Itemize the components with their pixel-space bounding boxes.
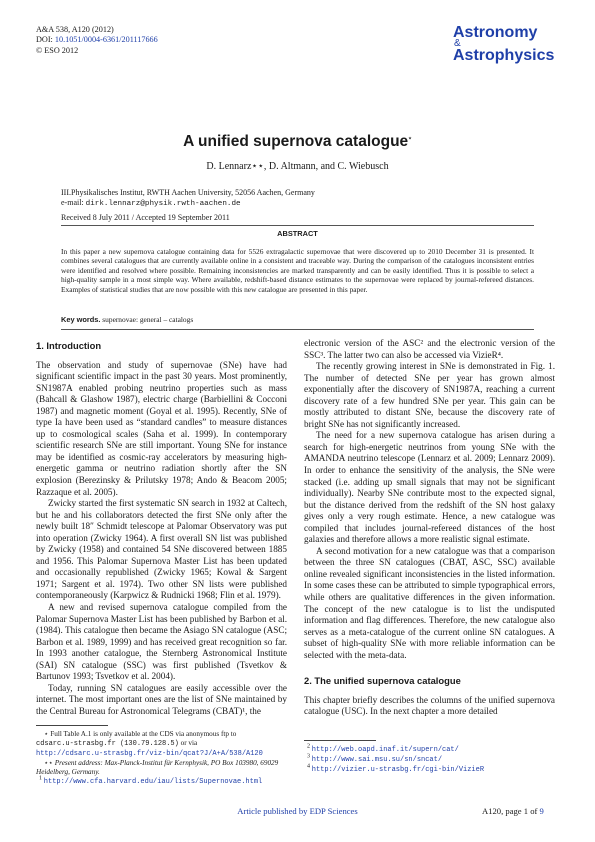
citation: A&A 538, A120 (2012) [36, 25, 114, 34]
logo-astronomy: Astronomy [453, 24, 538, 41]
email-line [61, 198, 315, 209]
title-footnote-mark: ⋆ [408, 135, 412, 142]
vizier-link[interactable]: http://vizier.u-strasbg.fr/cgi-bin/VizieR [311, 766, 485, 774]
footnote-2: $^2$ http://web.oapd.inaf.it/supern/cat/ [307, 743, 459, 754]
intro-paragraph-7: The need for a new supernova catalogue has arisen during a search for high-energetic neutrinos from young SNe with the AMANDA neutrino telescope (Lennarz et al. 2009; Lennarz 2009). In order to enhance the sensitivity of the analysis, the SNe were stacked (i.e. adding up small signals that may not be significant individually). Nearby SNe contribute most to the expected signal, but the distance derived from the redshift of the SN host galaxy gives only a very rough estimate. Hence, a new catalogue was compiled that includes journal-refereed distances of the host galaxies and therefore allows a more realistic signal estimate. [304, 430, 555, 545]
footnote-double-star: ⋆⋆ Present address: Max-Planck-Institut für Kernphysik, PO Box 103980, 69029 Heidelberg, Germany. [36, 759, 279, 776]
intro-paragraph-5: electronic version of the ASC² and the electronic version of the SSC³. The latter two can also be accessed via VizieR⁴. [304, 338, 555, 360]
intro-paragraph-8: A second motivation for a new catalogue was that a comparison between the three SN catalogues (CBAT, ASC, SSC) available online revealed significant inconsistencies in the listed information. In some cases these can be attributed to simple typographical errors, while others are qualitative differences in the given information. The concept of the new catalogue is to list the undisputed information and flag differences. Therefore, the new catalogue also serves as a meta-catalogue of the current online SN catalogues. A subset of high-quality SNe with more reliable information can be selected with the meta-data. [304, 545, 555, 660]
journal-logo [453, 25, 563, 63]
received-dates: Received 8 July 2011 / Accepted 19 September 2011 [61, 213, 230, 222]
footnote-rule-right [304, 740, 376, 741]
right-column [304, 338, 555, 718]
doi-line [36, 35, 158, 45]
footnote-1: $^1$ http://www.cfa.harvard.edu/iau/lists/Supernovae.html [39, 775, 263, 786]
abstract-top-rule [61, 225, 534, 226]
footnote-star-url [36, 749, 291, 759]
intro-paragraph-6: The recently growing interest in SNe is demonstrated in Fig. 1. The number of detected SNe per year has grown almost exponentially after the discovery of SN1987A, reaching a current discovery rate of a few hundred SNe per year. This gain can be mostly attributed to distant SNe, because the discovery rate of bright SNe has not significantly increased. [304, 361, 555, 429]
intro-paragraph-3: A new and revised supernova catalogue compiled from the Palomar Supernova Master List has been published by Barbon et al. (1984). This catalogue then became the Asiago SN catalogue (ASC; Barbon et al. 1989, 1999) and has received great recognition so far. In 1993 another catalogue, the Sternberg Astronomical Institute (SAI) SN catalogue (SSC) was first published (Tsvetkov & Bartunov 1993; Tsvetkov et al. 2004). [36, 602, 287, 682]
footnote-star: ⋆ Full Table A.1 is only available at the CDS via anonymous ftp to [44, 730, 237, 738]
footnote-4: $^4$ http://vizier.u-strasbg.fr/cgi-bin/VizieR [307, 763, 485, 774]
footnote-star-ftp: cdsarc.u-strasbg.fr (130.79.128.5) or via [36, 739, 198, 748]
abstract-heading: ABSTRACT [277, 229, 318, 238]
abstract-bottom-rule [61, 329, 534, 330]
ssc-link[interactable]: http://www.sai.msu.su/sn/sncat/ [311, 756, 443, 764]
doi-link[interactable]: 10.1051/0004-6361/201117666 [54, 35, 158, 45]
email-address[interactable]: dirk.lennarz@physik.rwth-aachen.de [85, 200, 241, 209]
intro-paragraph-2: Zwicky started the first systematic SN search in 1932 at Caltech, but he and his collaborators detected the first SNe only after the newly built 18″ Schmidt telescope at Palomar Observatory was put into operation (Zwicky 1964). A first overall SN list was published by Zwicky (1958) and contained 54 SNe discovered between 1885 and 1956. This Palomar Supernova Master List has been updated and occasionally republished (Zwicky 1965; Kowal & Sargent 1971; Sargent et al. 1974). Two other SN lists were published contemporaneously (Karpwicz & Rudnicki 1968; Flin et al. 1979). [36, 498, 287, 601]
affiliation [61, 188, 315, 209]
section-heading-introduction: 1. Introduction [36, 340, 102, 351]
publisher-footer: Article published by EDP Sciences [237, 806, 358, 816]
page-number: A120, page 1 of 9 [482, 806, 544, 816]
keywords-label: Key words. [61, 315, 101, 324]
footnote-3: $^3$ http://www.sai.msu.su/sn/sncat/ [307, 753, 443, 764]
keywords-text: supernovae: general – catalogs [102, 315, 194, 324]
section-heading-catalogue: 2. The unified supernova catalogue [304, 675, 461, 687]
email-label: e-mail: [61, 198, 86, 208]
authors: D. Lennarz⋆⋆, D. Altmann, and C. Wiebusch [206, 161, 389, 172]
copyright: © ESO 2012 [36, 45, 79, 55]
title-text: A unified supernova catalogue [183, 133, 409, 150]
doi-label: DOI: [36, 35, 55, 45]
footnotes-right [304, 745, 555, 775]
section2-paragraph-1: This chapter briefly describes the columns of the unified supernova catalogue (USC). In the next chapter a more detailed [304, 694, 555, 717]
paper-title [0, 133, 595, 151]
left-column [36, 340, 287, 718]
footnotes-left [36, 730, 291, 787]
logo-ampersand: & [454, 38, 461, 49]
page-total-link[interactable]: 9 [539, 806, 544, 816]
asc-link[interactable]: http://web.oapd.inaf.it/supern/cat/ [311, 746, 459, 754]
institute: III.Physikalisches Institut, RWTH Aachen University, 52056 Aachen, Germany [61, 188, 315, 197]
cds-link[interactable]: http://cdsarc.u-strasbg.fr/viz-bin/qcat?J/A+A/538/A120 [36, 750, 263, 758]
logo-astrophysics: Astrophysics [453, 47, 555, 64]
keywords [61, 315, 193, 324]
intro-paragraph-4: Today, running SN catalogues are easily accessible over the internet. The most important ones are the list of SNe maintained by the Central Bureau for Astronomical Telegrams (CBAT)¹, the [36, 682, 287, 716]
journal-header [36, 25, 158, 56]
cbat-link[interactable]: http://www.cfa.harvard.edu/iau/lists/Supernovae.html [43, 778, 263, 786]
abstract-text: In this paper a new supernova catalogue containing data for 5526 extragalactic supernovae that were discovered up to 2010 December 31 is presented. It combines several catalogues that are currently available online in a consistent and traceable way. During the comparison of the catalogues inconsistent entries were identified and resolved where possible. Remaining inconsistencies are marked transparently and can be easily identified. Thus it is possible to select a high-quality sample in a most simple way. Where available, redshift-based distance estimates to the supernovae were replaced by journal-refereed distances. Examples of statistical studies that are now possible with this new catalogue are presented in this paper. [61, 247, 534, 294]
intro-paragraph-1: The observation and study of supernovae (SNe) have had significant scientific impact in the past 30 years. Most prominently, SN1987A enabled probing neutrino properties such as mass (Bahcall & Glashow 1987), electric charge (Barbiellini & Cocconi 1987) and magnetic moment (Goyal et al. 1995). Recently, SNe of type Ia have been used as “standard candles” to measure distances up to cosmological scales (Saha et al. 1999). In contemporary scientific research SNe are still important. Young SNe for instance may be identified as cosmic-ray accelerators by measuring high-energetic gamma or neutrino radiation shortly after the SN explosion (Berezinsky & Prilutsky 1978; Ando & Beacom 2005; Razzaque et al. 2005). [36, 359, 287, 497]
footnote-rule-left [36, 725, 108, 726]
